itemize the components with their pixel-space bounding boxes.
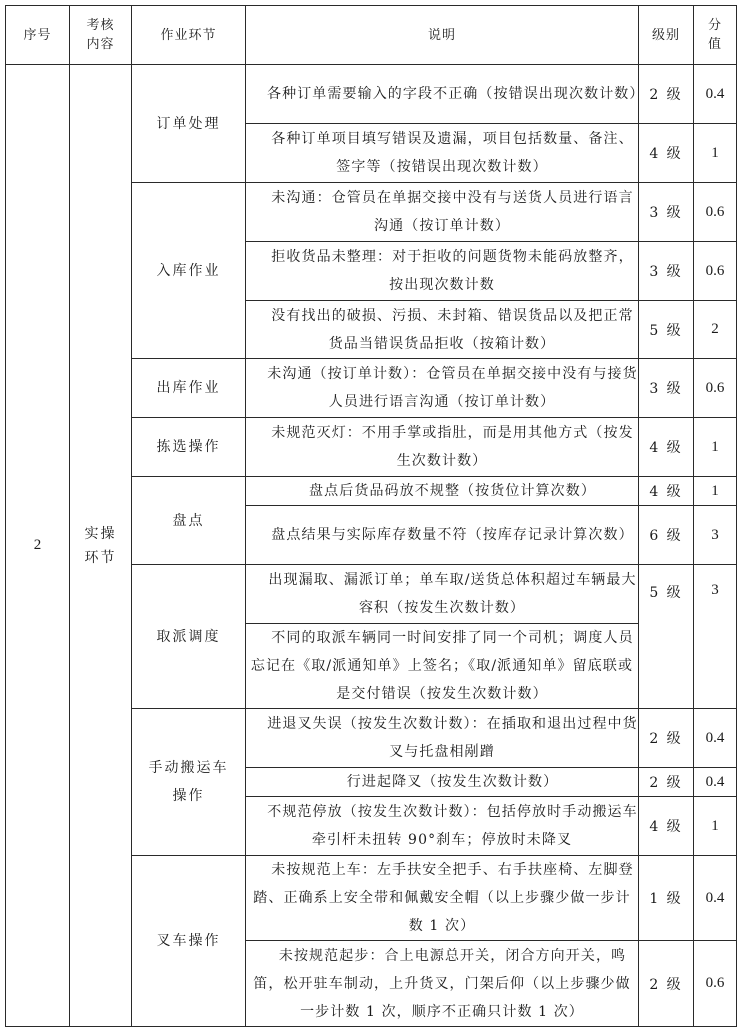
stage-picking: 拣选操作 [132,418,246,477]
stage-order-processing: 订单处理 [132,65,246,183]
desc-cell: 各种订单项目填写错误及遗漏，项目包括数量、备注、签字等（按错误出现次数计数） [246,124,639,183]
desc-cell: 拒收货品未整理：对于拒收的问题货物未能码放整齐，按出现次数计数 [246,242,639,301]
level-cell: 2 级 [639,941,694,1027]
score-cell: 1 [694,797,737,856]
desc-cell: 未沟通：仓管员在单据交接中没有与送货人员进行语言沟通（按订单计数） [246,183,639,242]
stage-inbound: 入库作业 [132,183,246,359]
level-cell: 2 级 [639,65,694,124]
stage-dispatch: 取派调度 [132,565,246,709]
score-cell: 3 [694,565,737,709]
desc-cell: 未规范灭灯：不用手掌或指肚，而是用其他方式（按发生次数计数） [246,418,639,477]
desc-cell: 盘点结果与实际库存数量不符（按库存记录计算次数） [246,506,639,565]
score-cell: 0.4 [694,65,737,124]
seq-cell: 2 [6,65,70,1027]
desc-cell: 没有找出的破损、污损、未封箱、错误货品以及把正常货品当错误货品拒收（按箱计数） [246,301,639,359]
assessment-table [5,5,737,1027]
desc-cell: 盘点后货品码放不规整（按货位计算次数） [246,477,639,506]
score-cell: 0.6 [694,359,737,418]
desc-cell: 出现漏取、漏派订单；单车取/送货总体积超过车辆最大容积（按发生次数计数） [246,565,639,624]
header-desc: 说明 [246,6,639,65]
score-cell: 3 [694,506,737,565]
level-cell: 4 级 [639,477,694,506]
desc-cell: 不规范停放（按发生次数计数）：包括停放时手动搬运车牵引杆未扭转 90°刹车；停放时未降叉 [246,797,639,856]
level-cell: 4 级 [639,797,694,856]
content-cell: 实操环节 [70,65,132,1027]
stage-manual-pallet-truck: 手动搬运车操作 [132,709,246,856]
level-cell: 3 级 [639,359,694,418]
level-cell: 4 级 [639,418,694,477]
level-cell: 5 级 [639,565,694,709]
score-cell: 1 [694,477,737,506]
header-level: 级别 [639,6,694,65]
score-cell: 0.4 [694,768,737,797]
desc-cell: 不同的取派车辆同一时间安排了同一个司机；调度人员忘记在《取/派通知单》上签名；《取/派通知单》留底联或是交付错误（按发生次数计数） [246,624,639,709]
desc-cell: 未按规范起步：合上电源总开关，闭合方向开关，鸣笛，松开驻车制动，上升货叉，门架后仰（以上步骤少做一步计数 1 次，顺序不正确只计数 1 次） [246,941,639,1027]
header-content: 考核内容 [70,6,132,65]
score-cell: 0.6 [694,941,737,1027]
desc-cell: 行进起降叉（按发生次数计数） [246,768,639,797]
level-cell: 3 级 [639,183,694,242]
score-cell: 1 [694,418,737,477]
table-row [6,65,737,124]
desc-cell: 未按规范上车：左手扶安全把手、右手扶座椅、左脚登踏、正确系上安全带和佩戴安全帽（以上步骤少做一步计数 1 次） [246,856,639,941]
level-cell: 3 级 [639,242,694,301]
desc-cell: 各种订单需要输入的字段不正确（按错误出现次数计数） [246,65,639,124]
score-cell: 1 [694,124,737,183]
score-cell: 2 [694,301,737,359]
level-cell: 6 级 [639,506,694,565]
stage-outbound: 出库作业 [132,359,246,418]
stage-inventory: 盘点 [132,477,246,565]
header-score: 分值 [694,6,737,65]
score-cell: 0.6 [694,183,737,242]
desc-cell: 进退叉失误（按发生次数计数）：在插取和退出过程中货叉与托盘相剐蹭 [246,709,639,768]
level-cell: 2 级 [639,768,694,797]
score-cell: 0.6 [694,242,737,301]
level-cell: 2 级 [639,709,694,768]
score-cell: 0.4 [694,856,737,941]
desc-cell: 未沟通（按订单计数）：仓管员在单据交接中没有与接货人员进行语言沟通（按订单计数） [246,359,639,418]
stage-forklift: 叉车操作 [132,856,246,1027]
header-stage: 作业环节 [132,6,246,65]
score-cell: 0.4 [694,709,737,768]
header-row [6,6,737,65]
header-seq: 序号 [6,6,70,65]
level-cell: 5 级 [639,301,694,359]
level-cell: 1 级 [639,856,694,941]
level-cell: 4 级 [639,124,694,183]
